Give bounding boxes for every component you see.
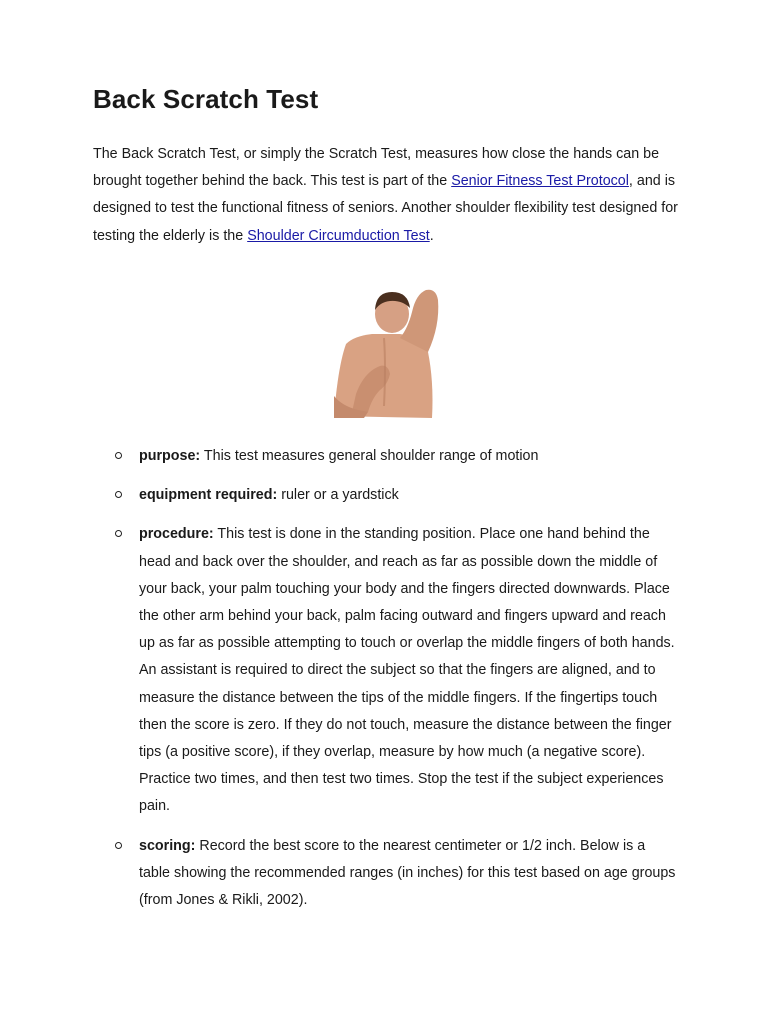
item-term: procedure: xyxy=(139,526,214,543)
intro-text-3: . xyxy=(429,227,434,244)
list-item-scoring xyxy=(0,833,676,915)
item-term: equipment required: xyxy=(139,487,278,504)
shoulder-circumduction-test-link[interactable]: Shoulder Circumduction Test xyxy=(247,227,430,244)
circle-bullet-icon xyxy=(115,530,122,537)
intro-text-2: , and is designed to test the functional fitness of seniors. Another shoulder flexibility test designed for testing the elderly is the xyxy=(93,173,678,244)
item-text: This test measures general shoulder range of motion xyxy=(200,448,539,464)
back-scratch-photo xyxy=(328,286,444,422)
item-text: ruler or a yardstick xyxy=(277,487,399,504)
circle-bullet-icon xyxy=(115,491,122,498)
list-item-equipment xyxy=(0,482,676,509)
intro-text-1: The Back Scratch Test, or simply the Scratch Test, measures how close the hands can be brought together behind the back. This test is part of the xyxy=(93,146,660,190)
item-term: purpose: xyxy=(139,448,201,464)
intro-paragraph xyxy=(93,141,693,250)
senior-fitness-test-link[interactable]: Senior Fitness Test Protocol xyxy=(451,173,629,190)
item-text: This test is done in the standing position. Place one hand behind the head and back over the shoulder, and reach as far as possible down the middle of your back, your palm touching your body and the fingers directed downwards. Place the other arm behind your back, palm facing outward and fingers upward and reach up as far as possible attempting to touch or overlap the middle fingers of both hands. An assistant is required to direct the subject so that the fingers are aligned, and to measure the distance between the tips of the middle fingers. If the fingertips touch then the score is zero. If they do not touch, measure the distance between the finger tips (a positive score), if they overlap, measure by how much (a negative score). Practice two times, and then test two times. Stop the test if the subject experiences pain. xyxy=(139,526,675,815)
item-term: scoring: xyxy=(139,837,196,854)
page-title: Back Scratch Test xyxy=(93,84,319,114)
info-list xyxy=(0,443,768,926)
list-item-purpose xyxy=(0,443,676,470)
item-text: Record the best score to the nearest centimeter or 1/2 inch. Below is a table showing the recommended ranges (in inches) for this test based on age groups (from Jones & Rikli, 2002). xyxy=(139,837,676,909)
circle-bullet-icon xyxy=(115,452,122,459)
list-item-procedure xyxy=(0,521,676,820)
circle-bullet-icon xyxy=(115,842,122,849)
